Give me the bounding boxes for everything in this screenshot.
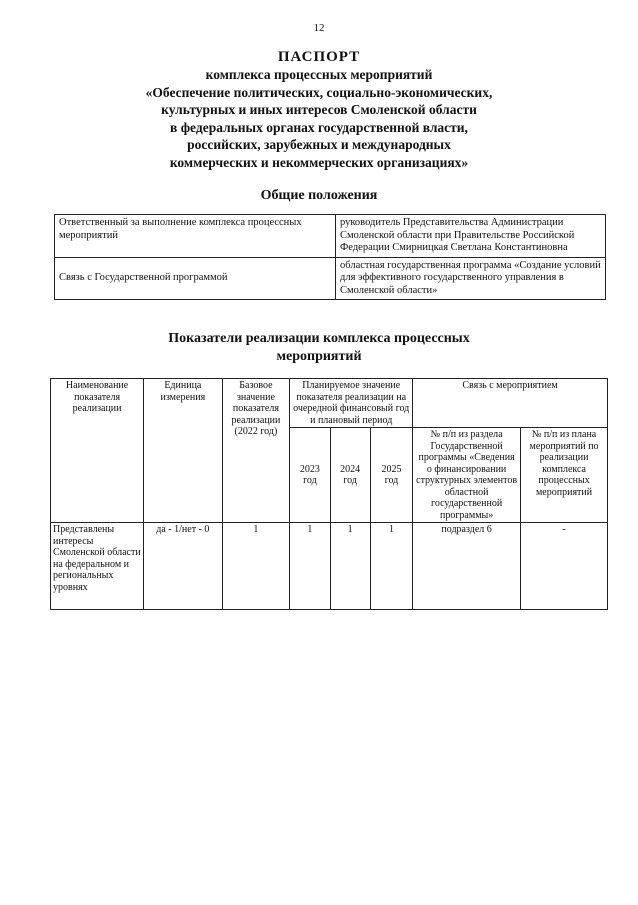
title-main: ПАСПОРТ xyxy=(277,49,361,65)
header-link-plan: № п/п из плана мероприятий по реализации комплекса процессных мероприятий xyxy=(521,428,608,523)
indicator-unit: да - 1/нет - 0 xyxy=(144,523,222,610)
header-year-2025 xyxy=(370,428,412,523)
general-provisions-heading: Общие положения xyxy=(260,188,378,203)
indicator-plan-ref: - xyxy=(521,523,608,610)
header-planned-value: Планируемое значение показателя реализации на очередной финансовый год и плановый период xyxy=(290,379,413,428)
title-line: российских, зарубежных и международных xyxy=(187,137,451,152)
title-line: комплекса процессных мероприятий xyxy=(205,67,433,82)
year-value: 2025 xyxy=(381,463,402,475)
indicator-2024: 1 xyxy=(330,523,370,610)
program-link-value: областная государственная программа «Создание условий для эффективного государственного управления в Смоленской области» xyxy=(336,257,606,300)
responsible-value: руководитель Представительства Администрации Смоленской области при Правительстве Российской Федерации Смирницкая Светлана Константиновна xyxy=(336,215,606,258)
year-suffix: год xyxy=(343,475,357,486)
page-number: 12 xyxy=(313,22,325,34)
indicators-heading xyxy=(0,330,638,366)
title-line: культурных и иных интересов Смоленской области xyxy=(161,102,477,117)
title-line: в федеральных органах государственной власти, xyxy=(170,119,468,135)
table-header-row xyxy=(51,379,608,428)
header-year-2023 xyxy=(290,428,330,523)
title-line: коммерческих и некоммерческих организациях» xyxy=(169,154,469,170)
document-title xyxy=(0,48,638,171)
table-row xyxy=(55,215,606,258)
header-indicator-name: Наименование показателя реализации xyxy=(51,379,144,523)
general-provisions-table xyxy=(54,214,606,300)
table-row xyxy=(55,257,606,300)
year-suffix: год xyxy=(303,475,317,486)
year-suffix: год xyxy=(384,475,399,486)
year-value: 2024 xyxy=(340,463,361,475)
table-row xyxy=(51,523,608,610)
header-link-program: № п/п из раздела Государственной программы «Сведения о финансировании структурных элементов областной государственной программы» xyxy=(413,428,521,523)
program-link-label: Связь с Государственной программой xyxy=(55,257,336,300)
header-link: Связь с мероприятием xyxy=(413,379,608,428)
indicators-heading-line: Показатели реализации комплекса процессных xyxy=(168,331,470,346)
indicator-name: Представлены интересы Смоленской области на федеральном и региональных уровнях xyxy=(51,523,144,610)
header-unit: Единица измерения xyxy=(144,379,222,523)
year-value: 2023 xyxy=(299,463,320,475)
indicator-2025: 1 xyxy=(370,523,412,610)
indicators-heading-line: мероприятий xyxy=(276,349,362,364)
indicator-2023: 1 xyxy=(290,523,330,610)
responsible-label: Ответственный за выполнение комплекса процессных мероприятий xyxy=(55,215,336,258)
header-base-value: Базовое значение показателя реализации (2022 год) xyxy=(222,379,290,523)
header-year-2024 xyxy=(330,428,370,523)
title-line: «Обеспечение политических, социально-экономических, xyxy=(145,84,493,100)
indicator-base: 1 xyxy=(222,523,290,610)
indicators-table xyxy=(50,378,608,610)
indicator-program-ref: подраздел 6 xyxy=(413,523,521,610)
